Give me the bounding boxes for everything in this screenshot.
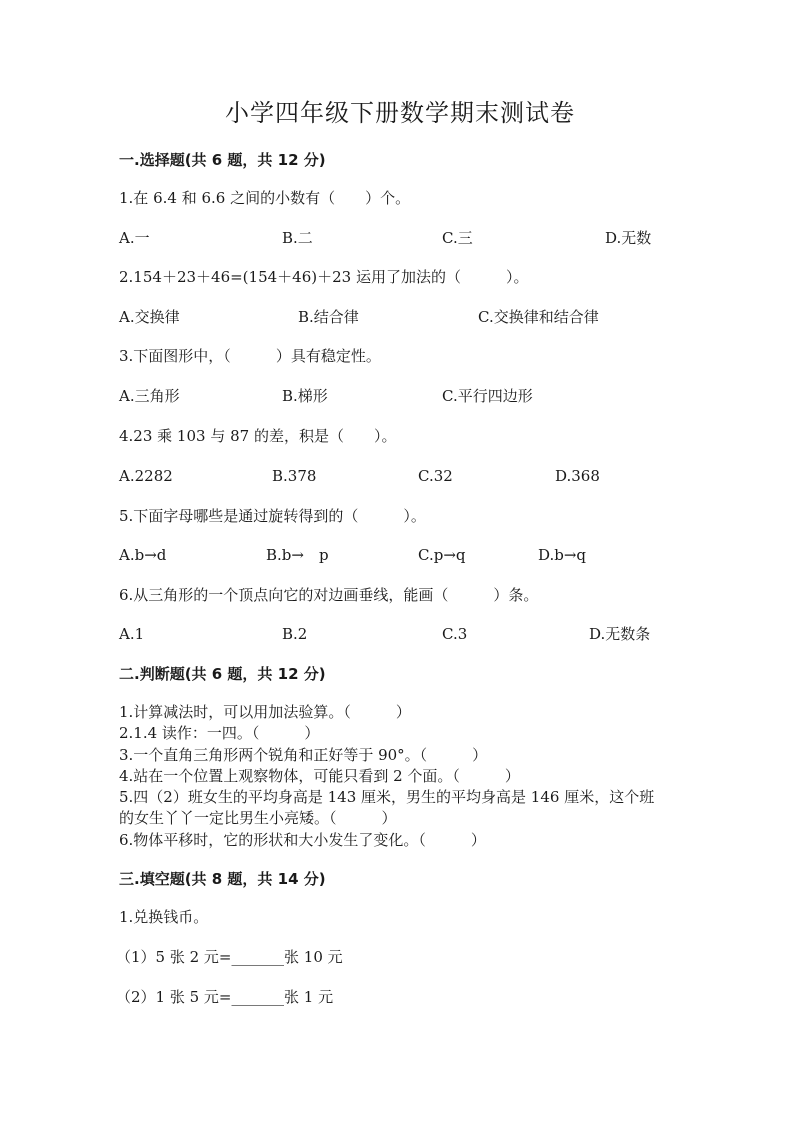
option-5d: D.b→q xyxy=(538,546,587,564)
section-heading-choice: 一.选择题(共 6 题，共 12 分) xyxy=(119,151,326,169)
option-2c: C.交换律和结合律 xyxy=(478,308,599,326)
option-6b: B.2 xyxy=(282,625,308,643)
option-4b: B.378 xyxy=(272,467,317,485)
option-2a: A.交换律 xyxy=(119,308,180,326)
option-2b: B.结合律 xyxy=(298,308,359,326)
section-heading-judge: 二.判断题(共 6 题，共 12 分) xyxy=(119,665,326,683)
question-3: 3.下面图形中，（ ）具有稳定性。 xyxy=(119,347,381,365)
judge-item: 4.站在一个位置上观察物体，可能只看到 2 个面。（ ） xyxy=(119,766,520,785)
option-3c: C.平行四边形 xyxy=(442,387,533,405)
judge-item: 6.物体平移时，它的形状和大小发生了变化。（ ） xyxy=(119,830,486,849)
option-6c: C.3 xyxy=(442,625,468,643)
section-heading-fill: 三.填空题(共 8 题，共 14 分) xyxy=(119,870,326,888)
judge-item: 1.计算减法时，可以用加法验算。（ ） xyxy=(119,703,411,721)
judge-item: 3.一个直角三角形两个锐角和正好等于 90°。（ ） xyxy=(119,745,488,764)
question-2: 2.154＋23＋46=(154＋46)＋23 运用了加法的（ ）。 xyxy=(119,268,529,286)
question-1: 1.在 6.4 和 6.6 之间的小数有（ ）个。 xyxy=(119,189,411,207)
fill-sub-2: （2）1 张 5 元=_______张 1 元 xyxy=(116,988,334,1006)
question-5: 5.下面字母哪些是通过旋转得到的（ ）。 xyxy=(119,507,426,525)
option-3b: B.梯形 xyxy=(282,387,328,405)
option-4c: C.32 xyxy=(418,467,453,485)
question-6: 6.从三角形的一个顶点向它的对边画垂线，能画（ ）条。 xyxy=(119,586,539,604)
option-6d: D.无数条 xyxy=(589,625,651,643)
option-6a: A.1 xyxy=(119,625,145,643)
option-5b: B.b→ p xyxy=(266,546,329,564)
option-5a: A.b→d xyxy=(119,546,167,564)
judge-item: 的女生丫丫一定比男生小亮矮。（ ） xyxy=(119,809,397,828)
judge-item: 5.四（2）班女生的平均身高是 143 厘米，男生的平均身高是 146 厘米，这个班 xyxy=(119,788,655,807)
option-1a: A.一 xyxy=(119,229,150,247)
option-1d: D.无数 xyxy=(605,229,652,247)
judge-item: 2.1.4 读作：一四。（ ） xyxy=(119,724,320,743)
page-title: 小学四年级下册数学期末测试卷 xyxy=(225,99,575,127)
fill-question-1: 1.兑换钱币。 xyxy=(119,908,209,926)
option-1c: C.三 xyxy=(442,229,473,247)
option-4d: D.368 xyxy=(555,467,600,485)
judge-list xyxy=(119,702,679,851)
option-1b: B.二 xyxy=(282,229,313,247)
question-4: 4.23 乘 103 与 87 的差，积是（ ）。 xyxy=(119,427,397,445)
option-5c: C.p→q xyxy=(418,546,466,564)
option-4a: A.2282 xyxy=(119,467,173,485)
option-3a: A.三角形 xyxy=(119,387,180,405)
fill-sub-1: （1）5 张 2 元=_______张 10 元 xyxy=(116,948,343,966)
